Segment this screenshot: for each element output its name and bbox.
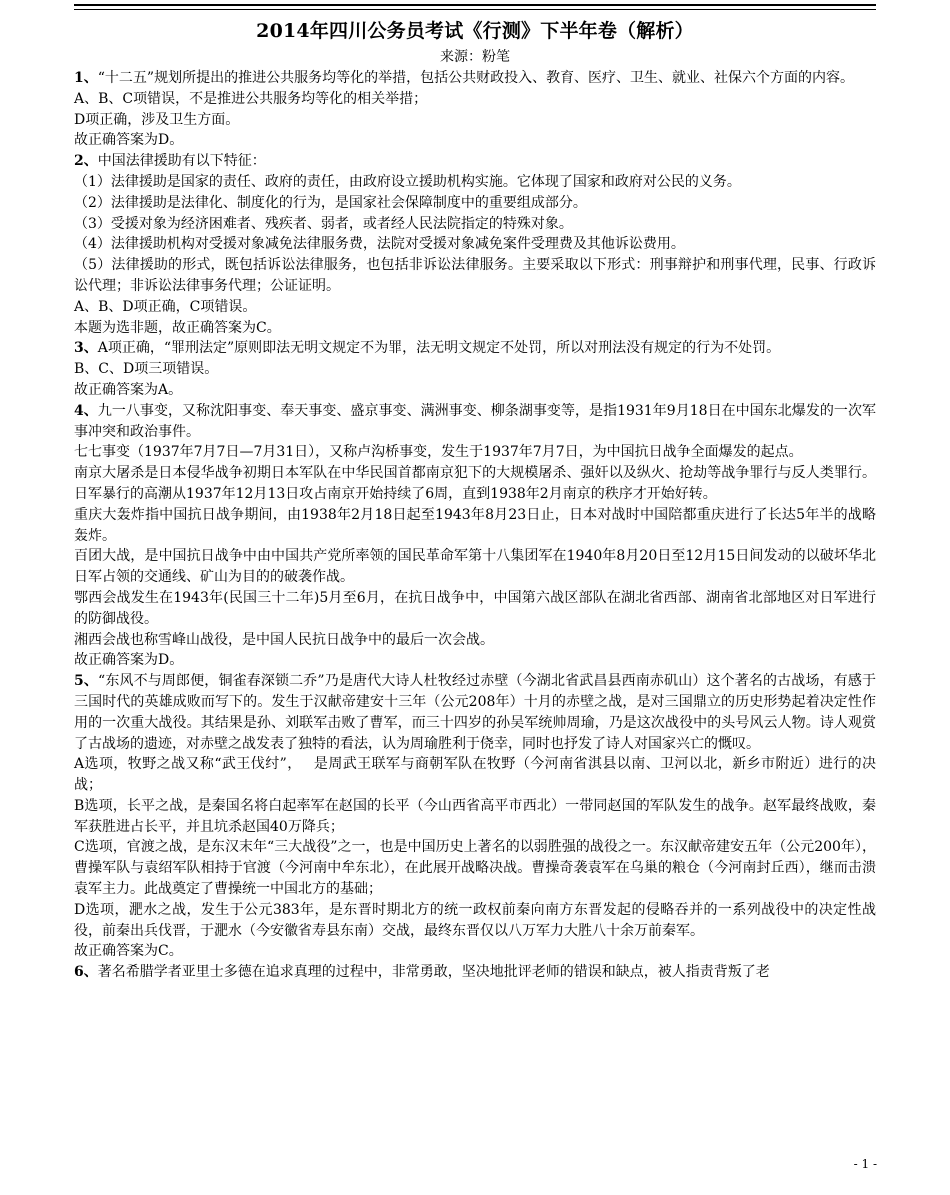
document-source: 来源：粉笔 [440, 49, 510, 65]
question-number: 3、 [74, 340, 98, 357]
paragraph-text: A选项，牧野之战又称“武王伐纣”， 是周武王联军与商朝军队在牧野（今河南省淇县以南、卫河以北，新乡市附近）进行的决战； [74, 756, 876, 794]
paragraph-text: （4）法律援助机构对受援对象减免法律服务费，法院对受援对象减免案件受理费及其他诉讼费用。 [74, 236, 685, 253]
paragraph [74, 754, 876, 796]
top-rule-thick [74, 4, 876, 6]
paragraph-text: “十二五”规划所提出的推进公共服务均等化的举措，包括公共财政投入、教育、医疗、卫生、就业、社保六个方面的内容。 [97, 70, 855, 86]
paragraph [74, 359, 876, 380]
paragraph-text: A、B、C项错误，不是推进公共服务均等化的相关举措； [74, 90, 428, 107]
paragraph-text: D项正确，涉及卫生方面。 [74, 111, 240, 128]
paragraph [74, 630, 876, 651]
paragraph-text: 鄂西会战发生在1943年(民国三十二年)5月至6月，在抗日战争中，中国第六战区部队在湖北省西部、湖南省北部地区对日军进行的防御战役。 [74, 589, 876, 627]
paragraph-text: 故正确答案为C。 [74, 943, 183, 960]
paragraph [74, 338, 876, 359]
paragraph [74, 442, 876, 463]
paragraph-text: C选项，官渡之战，是东汉末年“三大战役”之一，也是中国历史上著名的以弱胜强的战役之一。东汉献帝建安五年（公元200年），曹操军队与袁绍军队相持于官渡（今河南中牟东北），在此展开战略决战。曹操奇袭袁军在乌巢的粮仓（今河南封丘西），继而击溃袁军主力。此战奠定了曹操统一中国北方的基础； [74, 839, 876, 898]
paragraph [74, 962, 876, 983]
document-body [74, 68, 876, 983]
paragraph [74, 505, 876, 547]
paragraph-text: A项正确，“罪刑法定”原则即法无明文规定不为罪，法无明文规定不处罚，所以对刑法没有规定的行为不处罚。 [97, 340, 781, 357]
question-number: 2、 [74, 153, 98, 170]
paragraph-text: 南京大屠杀是日本侵华战争初期日本军队在中华民国首都南京犯下的大规模屠杀、强奸以及纵火、抢劫等战争罪行与反人类罪行。日军暴行的高潮从1937年12月13日攻占南京开始持续了6周，直到1938年2月南京的秩序才开始好转。 [74, 465, 876, 502]
paragraph [74, 255, 876, 297]
paragraph [74, 796, 876, 838]
paragraph-text: 中国法律援助有以下特征： [97, 153, 266, 170]
question-number: 1、 [74, 70, 98, 86]
paragraph [74, 671, 876, 754]
paragraph [74, 68, 876, 89]
paragraph [74, 463, 876, 505]
paragraph-text: 湘西会战也称雪峰山战役，是中国人民抗日战争中的最后一次会战。 [74, 631, 494, 648]
paragraph [74, 151, 876, 172]
paragraph [74, 401, 876, 443]
paragraph [74, 214, 876, 235]
question-number: 4、 [74, 402, 98, 419]
paragraph-text: （2）法律援助是法律化、制度化的行为，是国家社会保障制度中的重要组成部分。 [74, 194, 587, 211]
paragraph-text: 七七事变（1937年7月7日—7月31日），又称卢沟桥事变，发生于1937年7月7日，为中国抗日战争全面爆发的起点。 [74, 444, 803, 461]
paragraph [74, 110, 876, 131]
paragraph [74, 650, 876, 671]
paragraph [74, 89, 876, 110]
paragraph-text: 本题为选非题，故正确答案为C。 [74, 319, 281, 336]
paragraph-text: 故正确答案为D。 [74, 132, 184, 149]
paragraph-text: （5）法律援助的形式，既包括诉讼法律服务，也包括非诉讼法律服务。主要采取以下形式：刑事辩护和刑事代理，民事、行政诉讼代理；非诉讼法律事务代理；公证证明。 [74, 257, 876, 294]
paragraph [74, 380, 876, 401]
paragraph-text: （3）受援对象为经济困难者、残疾者、弱者，或者经人民法院指定的特殊对象。 [74, 215, 573, 232]
paragraph-text: 故正确答案为D。 [74, 652, 184, 669]
paragraph [74, 546, 876, 588]
paragraph-text: （1）法律援助是国家的责任、政府的责任，由政府设立援助机构实施。它体现了国家和政府对公民的义务。 [74, 173, 741, 190]
paragraph-text: 故正确答案为A。 [74, 381, 183, 398]
document-title: 2014年四川公务员考试《行测》下半年卷（解析） [256, 20, 694, 42]
paragraph [74, 941, 876, 962]
question-number: 6、 [74, 964, 98, 981]
paragraph [74, 837, 876, 899]
paragraph [74, 172, 876, 193]
paragraph [74, 193, 876, 214]
paragraph [74, 318, 876, 339]
top-rule-thin [74, 9, 876, 10]
page-number: - 1 - [853, 1157, 877, 1171]
paragraph-text: 著名希腊学者亚里士多德在追求真理的过程中，非常勇敢，坚决地批评老师的错误和缺点，被人指责背叛了老 [97, 964, 770, 981]
paragraph-text: “东风不与周郎便，铜雀春深锁二乔”乃是唐代大诗人杜牧经过赤壁（今湖北省武昌县西南赤矶山）这个著名的古战场，有感于三国时代的英雄成败而写下的。发生于汉献帝建安十三年（公元208年）十月的赤壁之战，是对三国鼎立的历史形势起着决定性作用的一次重大战役。其结果是孙、刘联军击败了曹军，而三十四岁的孙吴军统帅周瑜，乃是这次战役中的头号风云人物。诗人观赏了古战场的遗迹，对赤壁之战发表了独特的看法，认为周瑜胜利于侥幸，同时也抒发了诗人对国家兴亡的慨叹。 [74, 673, 877, 752]
paragraph-text: D选项，淝水之战，发生于公元383年，是东晋时期北方的统一政权前秦向南方东晋发起的侵略吞并的一系列战役中的决定性战役，前秦出兵伐晋，于淝水（今安徽省寿县东南）交战，最终东晋仅以八万军力大胜八十余万前秦军。 [74, 901, 876, 939]
paragraph-text: B、C、D项三项错误。 [74, 361, 219, 378]
paragraph [74, 900, 876, 942]
paragraph-text: B选项，长平之战，是秦国名将白起率军在赵国的长平（今山西省高平市西北）一带同赵国的军队发生的战争。赵军最终战败，秦军获胜进占长平，并且坑杀赵国40万降兵； [74, 797, 876, 835]
paragraph-text: 重庆大轰炸指中国抗日战争期间，由1938年2月18日起至1943年8月23日止，日本对战时中国陪都重庆进行了长达5年半的战略轰炸。 [74, 506, 876, 544]
paragraph [74, 297, 876, 318]
paragraph [74, 234, 876, 255]
paragraph [74, 588, 876, 630]
paragraph-text: 百团大战，是中国抗日战争中由中国共产党所率领的国民革命军第十八集团军在1940年8月20日至12月15日间发动的以破坏华北日军占领的交通线、矿山为目的的破袭作战。 [74, 548, 876, 586]
question-number: 5、 [74, 673, 99, 690]
paragraph-text: A、B、D项正确，C项错误。 [74, 298, 257, 315]
paragraph-text: 九一八事变，又称沈阳事变、奉天事变、盛京事变、满洲事变、柳条湖事变等，是指1931年9月18日在中国东北爆发的一次军事冲突和政治事件。 [74, 402, 876, 440]
paragraph [74, 130, 876, 151]
